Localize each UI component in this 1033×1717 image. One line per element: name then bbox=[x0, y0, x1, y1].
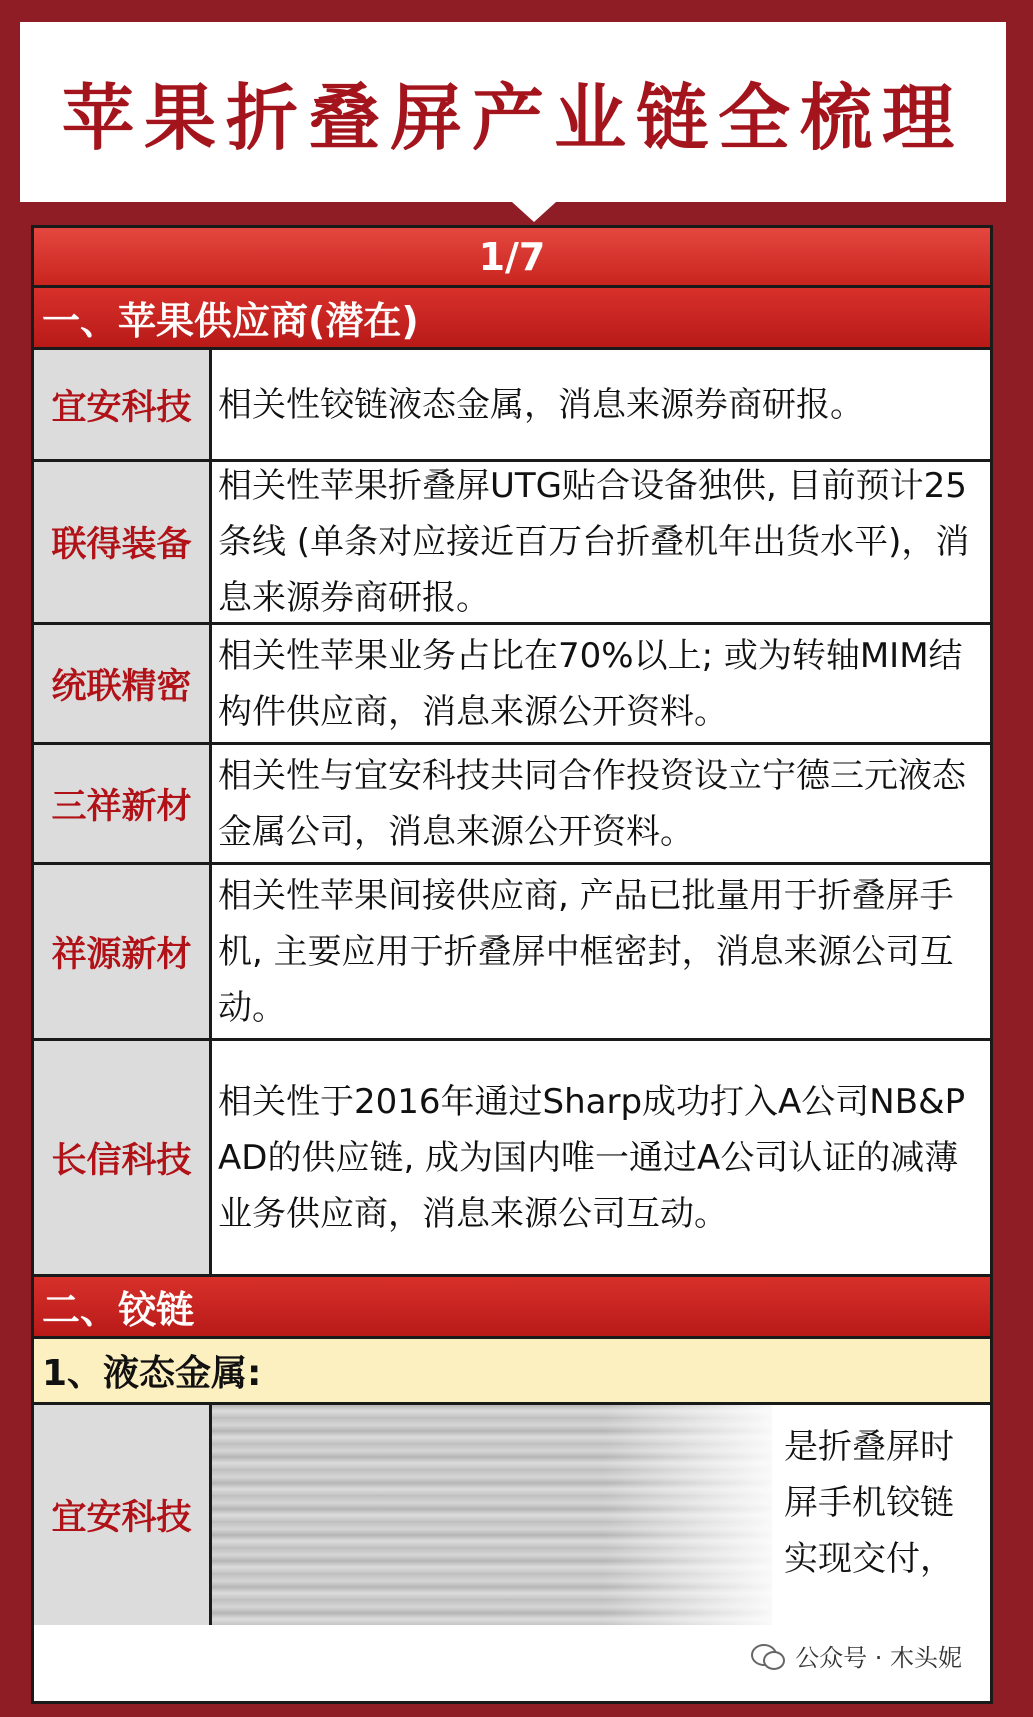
industry-chain-table bbox=[31, 225, 993, 1704]
subsection-heading-liquid-metal: 1、液态金属: bbox=[34, 1339, 990, 1405]
table-row bbox=[34, 350, 990, 462]
company-description: 相关性与宜安科技共同合作投资设立宁德三元液态金属公司，消息来源公开资料。 bbox=[218, 755, 966, 852]
table-row bbox=[34, 462, 990, 625]
watermark bbox=[745, 1636, 968, 1675]
company-name: 祥源新材 bbox=[34, 865, 212, 1038]
table-row bbox=[34, 865, 990, 1041]
table-row bbox=[34, 745, 990, 865]
blurred-redaction bbox=[212, 1405, 772, 1625]
company-description: 相关性于2016年通过Sharp成功打入A公司NB&PAD的供应链, 成为国内唯一通过A公司认证的减薄业务供应商，消息来源公司互动。 bbox=[218, 1081, 966, 1234]
visible-text-fragments bbox=[784, 1405, 984, 1625]
company-description: 相关性苹果业务占比在70%以上; 或为转轴MIM结构件供应商，消息来源公开资料。 bbox=[218, 635, 963, 732]
text-fragment: 实现交付， bbox=[784, 1539, 954, 1579]
text-fragment: 屏手机铰链 bbox=[784, 1483, 954, 1523]
table-row bbox=[34, 625, 990, 745]
company-description: 相关性苹果间接供应商, 产品已批量用于折叠屏手机, 主要应用于折叠屏中框密封，消息来源公司互动。 bbox=[218, 875, 954, 1028]
company-name: 三祥新材 bbox=[34, 745, 212, 862]
page-indicator: 1/7 bbox=[34, 228, 990, 288]
main-title: 苹果折叠屏产业链全梳理 bbox=[61, 76, 964, 160]
company-name: 联得装备 bbox=[34, 462, 212, 622]
table-row bbox=[34, 1041, 990, 1277]
table-row bbox=[34, 1405, 990, 1625]
title-box bbox=[20, 22, 1006, 202]
section-heading-suppliers: 一、苹果供应商(潜在) bbox=[34, 288, 990, 350]
watermark-label: 公众号 · 木头妮 bbox=[795, 1644, 962, 1672]
wechat-icon bbox=[751, 1642, 785, 1670]
company-name: 宜安科技 bbox=[34, 1405, 212, 1625]
company-description: 相关性苹果折叠屏UTG贴合设备独供, 目前预计25条线 (单条对应接近百万台折叠机年出货水平)，消息来源券商研报。 bbox=[218, 466, 970, 618]
company-name: 统联精密 bbox=[34, 625, 212, 742]
company-description-redacted bbox=[212, 1405, 990, 1625]
section-heading-hinge: 二、铰链 bbox=[34, 1277, 990, 1339]
text-fragment: 是折叠屏时 bbox=[784, 1427, 954, 1467]
company-name: 长信科技 bbox=[34, 1041, 212, 1274]
company-description: 相关性铰链液态金属，消息来源券商研报。 bbox=[218, 384, 864, 425]
company-name: 宜安科技 bbox=[34, 350, 212, 459]
